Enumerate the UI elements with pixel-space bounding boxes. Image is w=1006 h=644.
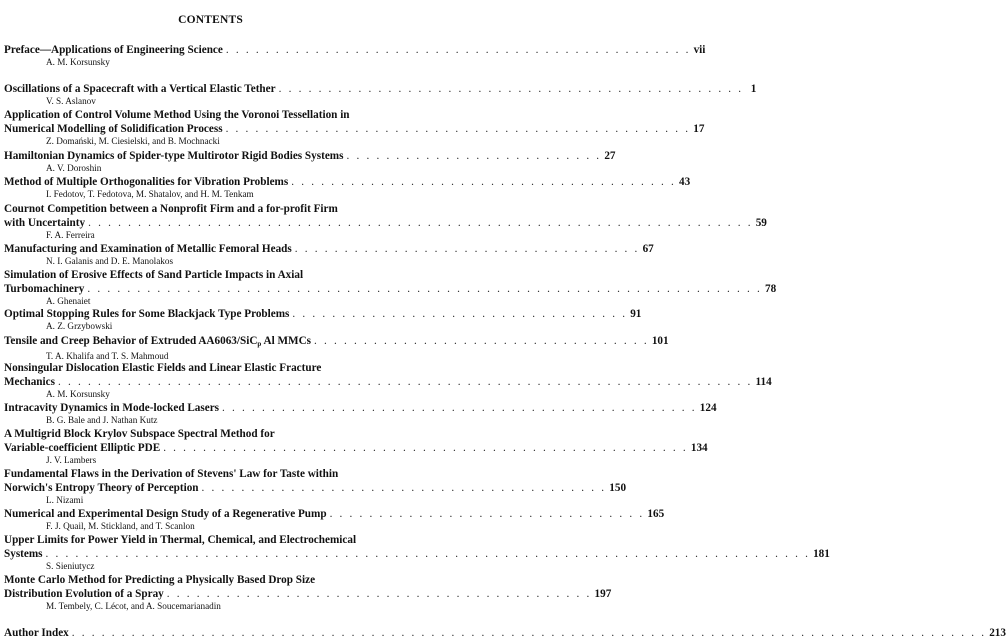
page-number[interactable]: 101 <box>651 335 669 347</box>
page-number[interactable]: 124 <box>699 402 717 414</box>
entry-title-line[interactable]: Fundamental Flaws in the Derivation of Stevens' Law for Taste within <box>4 468 339 480</box>
entry-title-text[interactable]: Tensile and Creep Behavior of Extruded AA6063/SiC <box>4 335 258 347</box>
page-number[interactable]: 17 <box>693 123 705 135</box>
toc-entry-preface[interactable] <box>4 43 706 68</box>
entry-title[interactable]: Manufacturing and Examination of Metallic Femoral Heads <box>4 243 292 255</box>
page-number[interactable]: 78 <box>764 283 777 295</box>
entry-title[interactable]: Norwich's Entropy Theory of Perception <box>4 482 199 494</box>
entry-authors: J. V. Lambers <box>46 455 97 465</box>
dot-leader: . . . . . . . . . . . . . . . . . . . . . . . . . . . . . . . . . . <box>314 335 649 347</box>
entry-authors: A. Z. Grzybowski <box>46 321 113 331</box>
entry-authors: S. Sieniutycz <box>46 561 95 571</box>
page-number[interactable]: 134 <box>690 442 708 454</box>
dot-leader: . . . . . . . . . . . . . . . . . . . . . . . . . . . . . . . . . . . . . . . . . . . . . . . . . . . . . . . . . . . . . . . . . . . <box>88 217 753 229</box>
page-number[interactable]: 1 <box>750 83 757 95</box>
toc-entry[interactable] <box>4 573 612 612</box>
toc-entry[interactable] <box>4 507 665 532</box>
page-number[interactable]: 213 <box>989 627 1006 639</box>
toc-entry[interactable] <box>4 108 705 147</box>
page-number[interactable]: 197 <box>594 588 612 600</box>
entry-title-line[interactable]: A Multigrid Block Krylov Subspace Spectral Method for <box>4 428 275 440</box>
entry-title-line[interactable]: Nonsingular Dislocation Elastic Fields and Linear Elastic Fracture <box>4 362 322 374</box>
entry-title-line[interactable]: Monte Carlo Method for Predicting a Physically Based Drop Size <box>4 574 316 586</box>
dot-leader: . . . . . . . . . . . . . . . . . . . . . . . . . . . . . . . . . . . . . . . . . . . . . . . <box>278 83 744 95</box>
dot-leader: . . . . . . . . . . . . . . . . . . . . . . . . . . . . . . . . . . . . . . . . . . . . . . . <box>225 44 691 56</box>
entry-title[interactable]: Turbomachinery <box>4 283 85 295</box>
entry-authors: V. S. Aslanov <box>46 96 96 106</box>
page-number[interactable]: 91 <box>630 308 642 320</box>
entry-authors: M. Tembely, C. Lécot, and A. Soucemarianadin <box>46 601 221 611</box>
toc-entry[interactable] <box>4 268 777 307</box>
entry-title[interactable]: Hamiltonian Dynamics of Spider-type Multirotor Rigid Bodies Systems <box>4 150 344 162</box>
entry-title[interactable]: Distribution Evolution of a Spray <box>4 588 164 600</box>
entry-authors: L. Nizami <box>46 495 84 505</box>
entry-authors: B. G. Bale and J. Nathan Kutz <box>46 415 158 425</box>
page-number[interactable]: 114 <box>755 376 772 388</box>
page-number[interactable]: 165 <box>647 508 665 520</box>
toc-entry[interactable] <box>4 427 708 466</box>
entry-title[interactable]: Author Index <box>4 627 69 639</box>
dot-leader: . . . . . . . . . . . . . . . . . . . . . . . . . . . . . . . . . . . . . . . . . . . . . . . <box>225 123 691 135</box>
toc-entry[interactable] <box>4 401 717 426</box>
toc-entry[interactable] <box>4 361 772 400</box>
entry-authors: A. M. Korsunsky <box>46 389 110 399</box>
dot-leader: . . . . . . . . . . . . . . . . . . . . . . . . . . . . . . . . <box>329 508 645 520</box>
toc-entry[interactable] <box>4 467 627 506</box>
entry-title[interactable]: Method of Multiple Orthogonalities for Vibration Problems <box>4 176 289 188</box>
entry-authors: Z. Domański, M. Ciesielski, and B. Mochnacki <box>46 136 220 146</box>
entry-authors: N. I. Galanis and D. E. Manolakos <box>46 256 174 266</box>
entry-title-line[interactable]: Upper Limits for Power Yield in Thermal, Chemical, and Electrochemical <box>4 534 357 546</box>
entry-title-line[interactable]: Application of Control Volume Method Using the Voronoi Tessellation in <box>4 109 350 121</box>
page-number[interactable]: 150 <box>609 482 627 494</box>
toc-entry[interactable] <box>4 149 616 174</box>
dot-leader: . . . . . . . . . . . . . . . . . . . . . . . . . . . . . . . . . . . . . . . . . . . . . . . . . . . . . . . . . . . . . . . . . . . . . . . . . . . . . . . . . . . . . . . . . . . . <box>71 627 987 639</box>
entry-title[interactable]: Preface—Applications of Engineering Science <box>4 44 223 56</box>
dot-leader: . . . . . . . . . . . . . . . . . . . . . . . . . . . . . . . . . . . . . . . . . . . <box>166 588 592 600</box>
toc-entry[interactable] <box>4 242 654 267</box>
dot-leader: . . . . . . . . . . . . . . . . . . . . . . . . . . <box>346 150 602 162</box>
toc-entry[interactable] <box>4 307 642 332</box>
dot-leader: . . . . . . . . . . . . . . . . . . . . . . . . . . . . . . . . . . . . . . . <box>291 176 676 188</box>
entry-title[interactable]: Systems <box>4 548 43 560</box>
entry-authors: F. A. Ferreira <box>46 230 95 240</box>
page-title: CONTENTS <box>178 14 243 26</box>
entry-authors: A. Ghenaiet <box>46 296 91 306</box>
entry-title[interactable]: Mechanics <box>4 376 55 388</box>
entry-title[interactable]: Variable-coefficient Elliptic PDE <box>4 442 161 454</box>
page-number[interactable]: vii <box>693 44 706 56</box>
entry-title[interactable]: Numerical and Experimental Design Study of a Regenerative Pump <box>4 508 327 520</box>
dot-leader: . . . . . . . . . . . . . . . . . . . . . . . . . . . . . . . . . . . . . . . . . <box>201 482 607 494</box>
dot-leader: . . . . . . . . . . . . . . . . . . . . . . . . . . . . . . . . . . . . . . . . . . . . . . . . . . . . . . . . . . . . . . . . . . . . . . . . . . . . . <box>45 548 811 560</box>
page-number[interactable]: 27 <box>604 150 616 162</box>
entry-title[interactable]: Optimal Stopping Rules for Some Blackjack Type Problems <box>4 308 290 320</box>
entry-title-line[interactable]: Simulation of Erosive Effects of Sand Particle Impacts in Axial <box>4 269 304 281</box>
dot-leader: . . . . . . . . . . . . . . . . . . . . . . . . . . . . . . . . . . <box>292 308 628 320</box>
dot-leader: . . . . . . . . . . . . . . . . . . . . . . . . . . . . . . . . . . . . . . . . . . . . . . . . . . . . . <box>163 442 688 454</box>
page-number[interactable]: 59 <box>755 217 767 229</box>
entry-title[interactable]: Numerical Modelling of Solidification Process <box>4 123 223 135</box>
entry-authors: A. V. Doroshin <box>46 163 102 173</box>
entry-title[interactable] <box>4 334 311 351</box>
dot-leader: . . . . . . . . . . . . . . . . . . . . . . . . . . . . . . . . . . . . . . . . . . . . . . . . . . . . . . . . . . . . . . . . . . . . . . <box>57 376 753 388</box>
entry-title-line[interactable]: Cournot Competition between a Nonprofit Firm and a for-profit Firm <box>4 203 338 215</box>
toc-entry[interactable] <box>4 202 767 241</box>
entry-title[interactable]: with Uncertainty <box>4 217 86 229</box>
toc-entry[interactable] <box>4 334 669 362</box>
entry-title[interactable]: Intracavity Dynamics in Mode-locked Lasers <box>4 402 220 414</box>
entry-authors: I. Fedotov, T. Fedotova, M. Shatalov, and H. M. Tenkam <box>46 189 254 199</box>
dot-leader: . . . . . . . . . . . . . . . . . . . . . . . . . . . . . . . . . . . <box>294 243 640 255</box>
dot-leader: . . . . . . . . . . . . . . . . . . . . . . . . . . . . . . . . . . . . . . . . . . . . . . . . . . . . . . . . . . . . . . . . . . . . <box>87 283 762 295</box>
page-number[interactable]: 43 <box>679 176 691 188</box>
toc-entry[interactable] <box>4 175 691 200</box>
dot-leader: . . . . . . . . . . . . . . . . . . . . . . . . . . . . . . . . . . . . . . . . . . . . . . . . <box>222 402 697 414</box>
toc-entry-author-index[interactable] <box>4 626 1006 640</box>
subscript: p <box>257 340 262 348</box>
toc-entry[interactable] <box>4 533 830 572</box>
toc-entry[interactable] <box>4 82 757 107</box>
entry-title-text[interactable]: Al MMCs <box>261 335 312 347</box>
entry-title[interactable]: Oscillations of a Spacecraft with a Vertical Elastic Tether <box>4 83 276 95</box>
entry-authors: T. A. Khalifa and T. S. Mahmoud <box>46 351 169 361</box>
entry-authors: A. M. Korsunsky <box>46 57 110 67</box>
entry-authors: F. J. Quail, M. Stickland, and T. Scanlon <box>46 521 195 531</box>
page-number[interactable]: 181 <box>813 548 830 560</box>
page-number[interactable]: 67 <box>642 243 654 255</box>
